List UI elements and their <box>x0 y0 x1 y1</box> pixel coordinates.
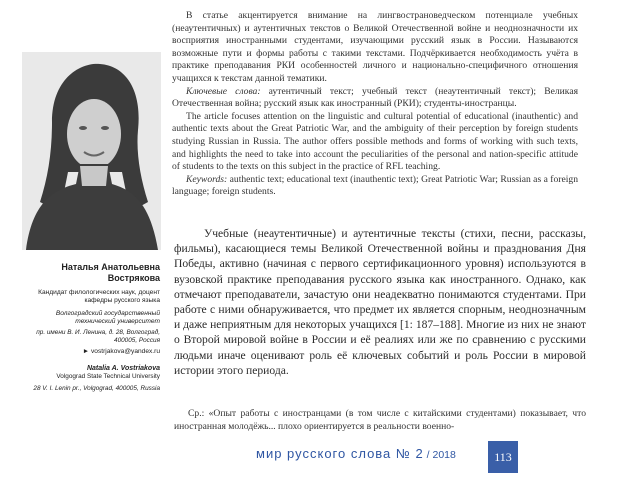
abstract-en: The article focuses attention on the linguistic and cultural potential of educational (inauthentic) and authentic texts about the Great Patriotic War, and the ambiguity of their perception by foreign students studying Russian in Russia. The author offers possible methods and forms of working with such texts, and highlights the need to take into account the peculiarities of the personal and nation-specific attitude of students to the texts on this subject in the practice of RFL teaching. <box>172 110 578 173</box>
author-info <box>24 262 160 394</box>
keywords-en <box>172 174 578 199</box>
author-organization-en: Volgograd State Technical University <box>56 372 160 380</box>
main-text <box>174 226 586 378</box>
author-address-en: 28 V. I. Lenin pr., Volgograd, 400005, Russia <box>33 385 160 393</box>
quote-text <box>174 408 586 433</box>
journal-title: мир русского слова <box>256 446 392 461</box>
keywords-en-label: Keywords: <box>186 173 228 185</box>
author-name-en: Natalia A. Vostriakova <box>86 364 160 372</box>
page-number: 113 <box>488 441 518 473</box>
keywords-ru <box>172 86 578 111</box>
body-paragraph: Учебные (неаутентичные) и аутентичные тексты (стихи, песни, рассказы, фильмы), касающиеся темы Великой Отечественной войны и празднования Дня Победы, активно (начиная с первого сертификационного уровня) используются в вузовской практике преподавания русского языка как иностранного. Однако, как отмечают преподаватели, зачастую они неадекватно понимаются студентами. При работе с ними обнаруживается, что предмет их является спорным, неоднозначным и даже неприятным для некоторых учащихся [1: 187–188]. Многие из них не знают о Второй мировой войне в России и её реалиях или же по сравнению с русскими людьми иначе оценивают роль её ключевых событий и роль России в мировой истории этого периода. <box>174 227 586 377</box>
author-address: пр. имени В. И. Ленина, д. 28, Волгоград, 400005, Россия <box>36 328 160 345</box>
keywords-ru-label: Ключевые слова: <box>186 85 261 97</box>
abstract-ru: В статье акцентируется внимание на лингвострановедческом потенциале учебных (неаутентичных) и аутентичных текстов о Великой Отечественной войне и неоднозначности их восприятия иностранными студентами, изучающими русский язык в России. Называются возможные пути и формы работы с такими текстами. Подчёркивается необходимость учёта в практике преподавания РКИ особенностей личного и национально-специфичного отношения учащихся к текстам данной тематики. <box>172 10 578 84</box>
author-organization: Волгоградский государственный технический университет <box>55 309 160 326</box>
author-email[interactable]: ► vostrjakova@yandex.ru <box>82 348 160 356</box>
issue-sign: № <box>395 446 411 461</box>
issue-year: / 2018 <box>423 449 456 461</box>
author-position: Кандидат филологических наук, доцент кафедры русского языка <box>38 289 160 305</box>
portrait-image <box>22 52 161 250</box>
journal-footer <box>256 446 456 461</box>
keywords-ru-text: аутентичный текст; учебный текст (неаутентичный текст); Великая Отечественная война; русский язык как иностранный (РКИ); студенты-иностранцы. <box>172 85 578 110</box>
keywords-en-text: authentic text; educational text (inauthentic text); Great Patriotic War; Russian as a foreign language; foreign students. <box>172 173 578 198</box>
abstract <box>172 10 578 199</box>
issue-number: 2 <box>415 446 424 461</box>
author-name-ru: Наталья Анатольевна Вострякова <box>61 262 160 283</box>
author-photo <box>22 52 161 250</box>
cf-paragraph: Ср.: «Опыт работы с иностранцами (в том числе с китайскими студентами) показывает, что иностранная молодёжь... плохо ориентируется в реальности военно- <box>174 408 586 432</box>
